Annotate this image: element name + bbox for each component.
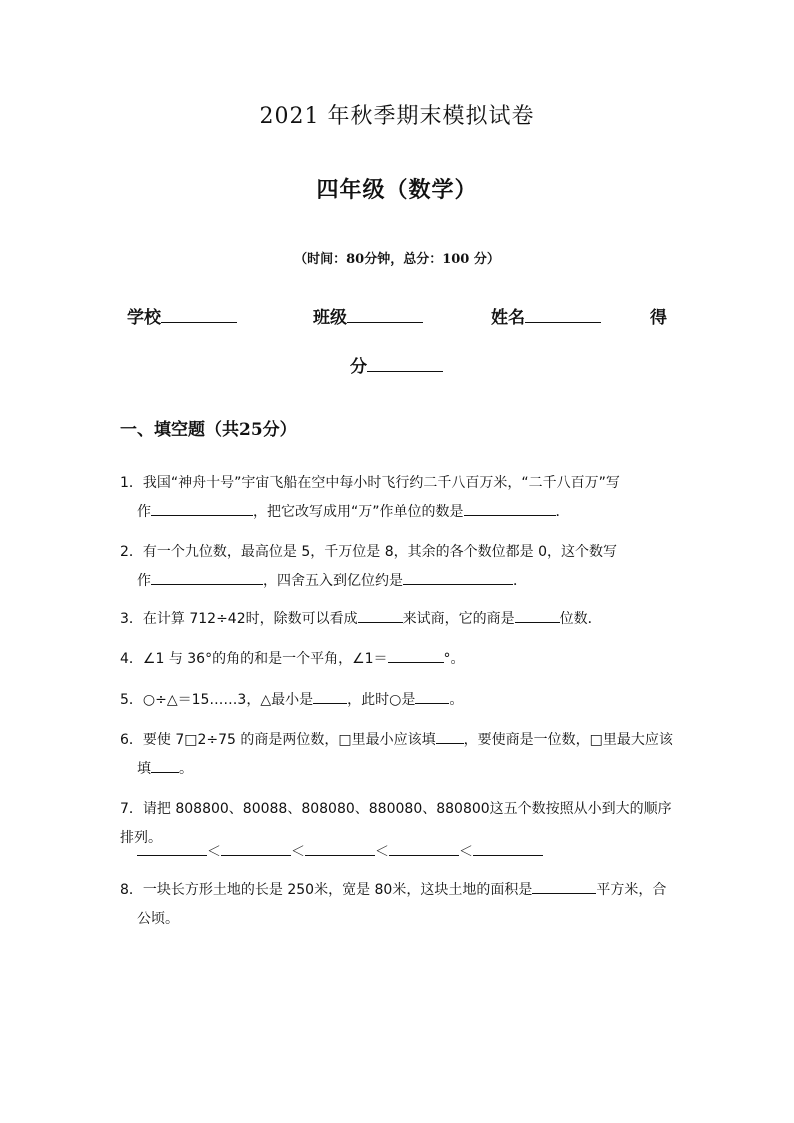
answer-blank[interactable] <box>403 568 513 585</box>
order-blank-2[interactable] <box>221 839 291 856</box>
answer-blank[interactable] <box>464 499 556 516</box>
school-field <box>127 303 237 328</box>
section-heading: 一、填空题（共25分） <box>120 420 297 440</box>
answer-blank[interactable] <box>151 756 179 773</box>
question-1-line1: 1．我国“神舟十号”宇宙飞船在空中每小时飞行约二千八百万米，“二千八百万”写 <box>120 475 620 491</box>
page-subtitle: 四年级（数学） <box>316 177 478 203</box>
answer-blank[interactable] <box>436 727 464 744</box>
question-3: 3．在计算 712÷42时，除数可以看成 来试商，它的商是 位数． <box>120 605 680 634</box>
question-4: 4．∠1 与 36°的角的和是一个平角，∠1＝ °。 <box>120 645 680 674</box>
score-label-part2: 分 <box>350 357 367 377</box>
class-label: 班级 <box>313 308 347 328</box>
question-1 <box>120 469 680 527</box>
score-label-part1: 得 <box>650 308 667 328</box>
answer-blank[interactable] <box>515 606 560 623</box>
name-field <box>491 303 601 328</box>
answer-blank[interactable] <box>415 687 449 704</box>
page-title: 2021 年秋季期末模拟试卷 <box>259 104 535 129</box>
score-blank[interactable] <box>367 353 443 372</box>
answer-blank[interactable] <box>358 606 403 623</box>
order-blank-3[interactable] <box>305 839 375 856</box>
question-5: 5．○÷△＝15……3，△最小是 ，此时○是 。 <box>120 686 680 715</box>
question-8: 8．一块长方形土地的长是 250米，宽是 80米，这块土地的面积是 平方米，合 公顷。 <box>120 876 680 934</box>
class-field <box>313 303 423 328</box>
answer-blank[interactable] <box>313 687 347 704</box>
question-2-line2: 作 ，四舍五入到亿位约是 ． <box>120 567 680 596</box>
ordering-answer-row: ＜ ＜ ＜ ＜ <box>137 839 543 861</box>
order-blank-4[interactable] <box>389 839 459 856</box>
order-blank-5[interactable] <box>473 839 543 856</box>
question-7: 7．请把 808800、80088、808080、880080、880800这五个数按照从小到大的顺序排列。 <box>120 801 672 846</box>
class-blank[interactable] <box>347 304 423 323</box>
question-6: 6．要使 7□2÷75 的商是两位数，□里最小应该填 ，要使商是一位数，□里最大应该 填 。 <box>120 726 680 784</box>
info-row <box>0 303 794 329</box>
answer-blank[interactable] <box>151 568 263 585</box>
name-blank[interactable] <box>525 304 601 323</box>
name-label: 姓名 <box>491 308 525 328</box>
answer-blank[interactable] <box>151 499 253 516</box>
score-field <box>350 352 443 377</box>
question-2 <box>120 538 680 596</box>
school-label: 学校 <box>127 308 161 328</box>
answer-blank[interactable] <box>388 646 444 663</box>
order-blank-1[interactable] <box>137 839 207 856</box>
question-1-line2: 作 ，把它改写成用“万”作单位的数是 ． <box>120 498 680 527</box>
question-2-line1: 2．有一个九位数，最高位是 5，千万位是 8，其余的各个数位都是 0，这个数写 <box>120 544 617 560</box>
time-note: （时间：80分钟，总分：100 分） <box>294 252 500 267</box>
school-blank[interactable] <box>161 304 237 323</box>
answer-blank[interactable] <box>532 877 596 894</box>
